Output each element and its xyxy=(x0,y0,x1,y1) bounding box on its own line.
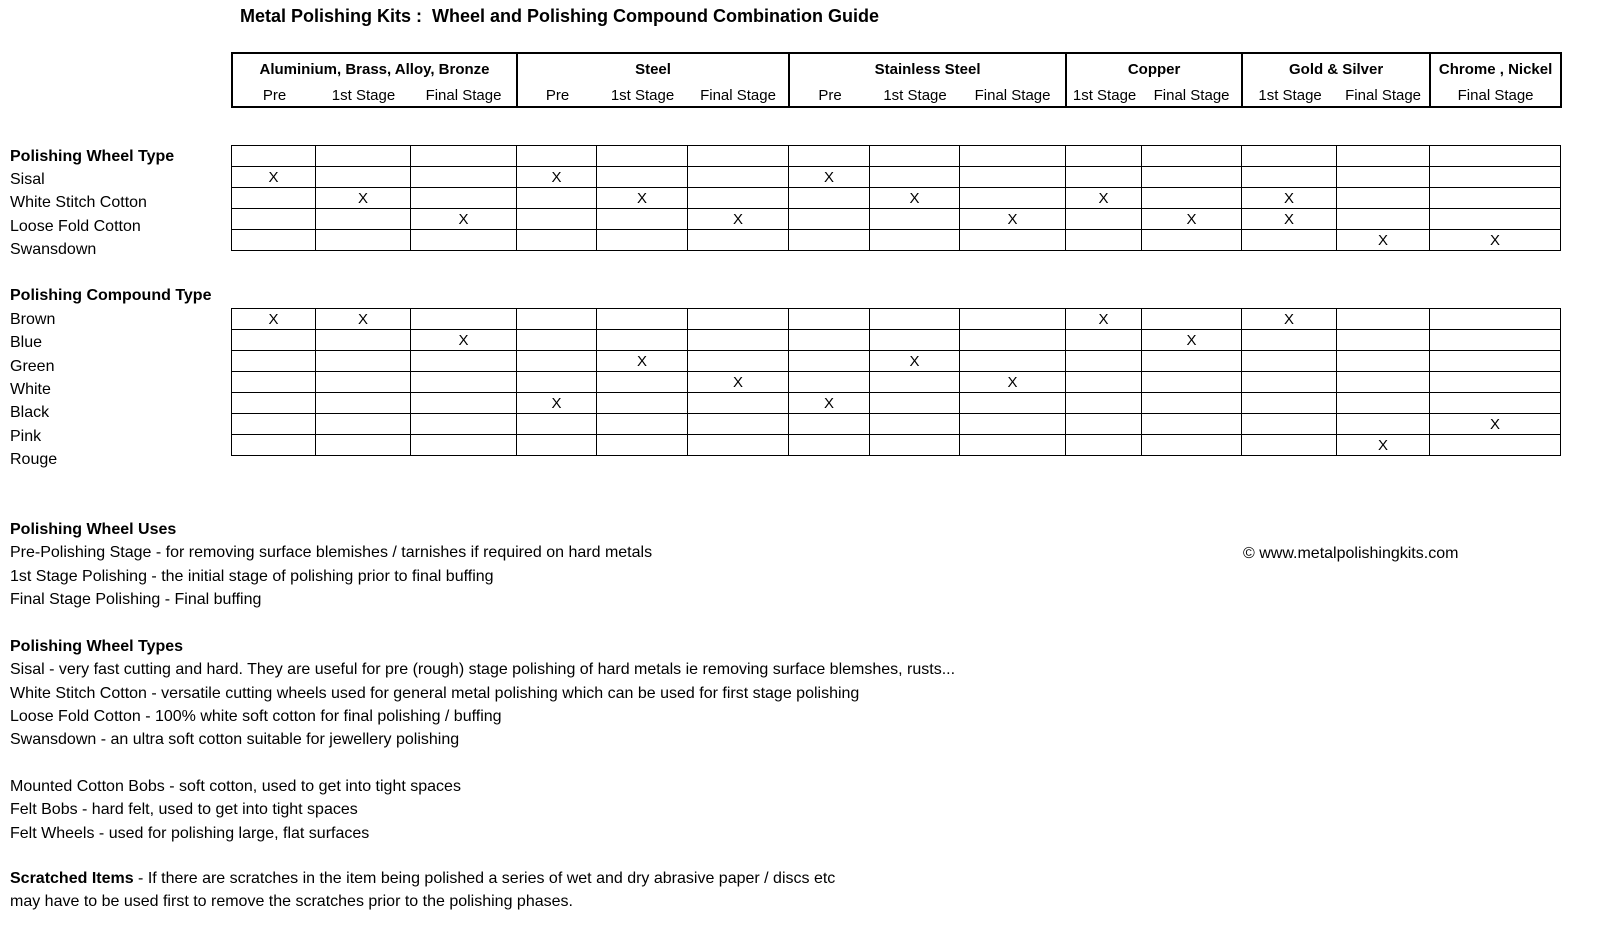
metal-header: Stainless Steel xyxy=(789,53,1066,80)
grid-cell xyxy=(688,167,789,188)
grid-cell xyxy=(1242,146,1337,167)
grid-cell xyxy=(870,435,960,456)
grid-cell xyxy=(688,309,789,330)
grid-cell: X xyxy=(1066,309,1142,330)
grid-cell: X xyxy=(1430,414,1561,435)
grid-cell xyxy=(316,209,411,230)
grid-cell xyxy=(517,372,597,393)
grid-cell xyxy=(517,146,597,167)
grid-cell xyxy=(789,309,870,330)
grid-cell xyxy=(411,167,517,188)
wheel-use-line: Final Stage Polishing - Final buffing xyxy=(10,590,262,608)
grid-cell xyxy=(688,351,789,372)
grid-cell xyxy=(960,167,1066,188)
grid-cell xyxy=(517,209,597,230)
grid-cell xyxy=(960,435,1066,456)
grid-row xyxy=(232,393,1561,414)
grid-cell xyxy=(960,188,1066,209)
grid-cell xyxy=(597,435,688,456)
grid-cell: X xyxy=(597,188,688,209)
wheel-uses-block xyxy=(10,518,652,611)
grid-cell xyxy=(232,209,316,230)
grid-cell: X xyxy=(870,351,960,372)
row-label: Blue xyxy=(10,334,43,352)
grid-cell xyxy=(316,372,411,393)
grid-cell xyxy=(411,230,517,251)
wheel-types-block xyxy=(10,635,955,751)
grid-cell xyxy=(1337,309,1430,330)
grid-cell xyxy=(688,435,789,456)
grid-cell xyxy=(517,330,597,351)
grid-cell xyxy=(1066,209,1142,230)
grid-cell: X xyxy=(1142,209,1242,230)
stage-header: Final Stage xyxy=(411,80,517,107)
grid-cell xyxy=(1430,393,1561,414)
grid-cell: X xyxy=(789,393,870,414)
grid-cell xyxy=(1337,209,1430,230)
grid-cell: X xyxy=(1337,435,1430,456)
grid-cell xyxy=(1430,435,1561,456)
grid-cell xyxy=(1242,393,1337,414)
grid-cell xyxy=(517,309,597,330)
grid-cell xyxy=(870,393,960,414)
scratched-block xyxy=(10,867,835,914)
grid-cell xyxy=(960,230,1066,251)
stage-header: 1st Stage xyxy=(316,80,411,107)
grid-cell xyxy=(1430,188,1561,209)
page-title: Metal Polishing Kits : Wheel and Polishing Compound Combination Guide xyxy=(240,6,879,26)
grid-cell xyxy=(597,146,688,167)
grid-cell xyxy=(1142,309,1242,330)
stage-header: 1st Stage xyxy=(597,80,688,107)
bobs-block xyxy=(10,775,461,845)
wheel-types-heading: Polishing Wheel Types xyxy=(10,638,184,655)
grid-cell xyxy=(688,188,789,209)
grid-cell xyxy=(1242,330,1337,351)
grid-cell xyxy=(789,435,870,456)
wheel-uses-heading: Polishing Wheel Uses xyxy=(10,521,177,538)
grid-cell xyxy=(1066,372,1142,393)
grid-row xyxy=(232,330,1561,351)
grid-cell xyxy=(1337,414,1430,435)
grid-cell xyxy=(870,167,960,188)
grid-cell xyxy=(960,351,1066,372)
grid-cell xyxy=(232,414,316,435)
grid-cell xyxy=(960,146,1066,167)
wheel-type-line: Loose Fold Cotton - 100% white soft cotton for final polishing / buffing xyxy=(10,707,502,725)
grid-row xyxy=(232,435,1561,456)
grid-cell xyxy=(411,351,517,372)
stage-header-row xyxy=(232,80,1561,107)
grid-cell xyxy=(1142,372,1242,393)
grid-cell xyxy=(789,330,870,351)
grid-cell xyxy=(688,146,789,167)
grid-cell xyxy=(1242,230,1337,251)
grid-cell: X xyxy=(1242,309,1337,330)
grid-cell: X xyxy=(517,393,597,414)
grid-cell xyxy=(1142,393,1242,414)
stage-header: Final Stage xyxy=(1142,80,1242,107)
grid-cell xyxy=(597,393,688,414)
stage-header: Final Stage xyxy=(960,80,1066,107)
grid-cell xyxy=(517,351,597,372)
scratched-title: Scratched Items xyxy=(10,870,134,887)
grid-cell xyxy=(789,188,870,209)
grid-cell xyxy=(1066,167,1142,188)
grid-cell xyxy=(232,146,316,167)
stage-header: 1st Stage xyxy=(870,80,960,107)
metal-header: Steel xyxy=(517,53,789,80)
stage-header: 1st Stage xyxy=(1066,80,1142,107)
grid-cell xyxy=(517,230,597,251)
grid-cell xyxy=(1430,146,1561,167)
grid-cell xyxy=(316,414,411,435)
grid-cell xyxy=(411,372,517,393)
grid-cell xyxy=(1242,435,1337,456)
grid-cell xyxy=(597,372,688,393)
grid-row xyxy=(232,230,1561,251)
grid-cell xyxy=(1430,309,1561,330)
grid-cell xyxy=(1242,167,1337,188)
grid-cell: X xyxy=(316,188,411,209)
grid-cell xyxy=(316,330,411,351)
grid-cell: X xyxy=(789,167,870,188)
grid-cell xyxy=(960,330,1066,351)
grid-cell xyxy=(411,309,517,330)
row-label: Black xyxy=(10,404,50,422)
metal-header: Aluminium, Brass, Alloy, Bronze xyxy=(232,53,517,80)
grid-cell xyxy=(1142,414,1242,435)
grid-spacer-row xyxy=(232,146,1561,167)
grid-cell xyxy=(1430,351,1561,372)
grid-cell xyxy=(411,188,517,209)
grid-cell xyxy=(1337,372,1430,393)
grid-cell xyxy=(232,435,316,456)
grid-cell xyxy=(870,372,960,393)
grid-cell xyxy=(316,146,411,167)
grid-cell xyxy=(789,414,870,435)
grid-cell: X xyxy=(1242,209,1337,230)
row-label: Brown xyxy=(10,311,56,328)
row-label: Swansdown xyxy=(10,240,97,258)
grid-cell xyxy=(870,414,960,435)
wheel-use-line: 1st Stage Polishing - the initial stage of polishing prior to final buffing xyxy=(10,567,494,585)
grid-cell xyxy=(597,167,688,188)
grid-cell xyxy=(960,414,1066,435)
grid-cell xyxy=(960,309,1066,330)
grid-cell xyxy=(960,393,1066,414)
grid-cell xyxy=(1337,393,1430,414)
stage-header: Final Stage xyxy=(688,80,789,107)
metal-stage-header xyxy=(231,52,1562,108)
grid-cell xyxy=(1142,146,1242,167)
metal-header: Gold & Silver xyxy=(1242,53,1430,80)
grid-cell xyxy=(1242,414,1337,435)
grid-cell: X xyxy=(597,351,688,372)
grid-cell xyxy=(232,230,316,251)
grid-cell xyxy=(1242,372,1337,393)
wheel-grid xyxy=(231,145,1561,251)
grid-cell xyxy=(316,435,411,456)
grid-cell xyxy=(517,414,597,435)
stage-header: Final Stage xyxy=(1337,80,1430,107)
grid-row xyxy=(232,209,1561,230)
grid-cell xyxy=(316,167,411,188)
grid-cell: X xyxy=(1242,188,1337,209)
wheel-type-line: Sisal - very fast cutting and hard. They are useful for pre (rough) stage polishing of hard metals ie removing surface blemshes, rusts... xyxy=(10,661,956,679)
grid-cell xyxy=(1242,351,1337,372)
compound-grid xyxy=(231,308,1561,456)
copyright-notice: © www.metalpolishingkits.com xyxy=(1243,545,1459,562)
stage-header: Pre xyxy=(789,80,870,107)
grid-cell xyxy=(870,330,960,351)
grid-cell: X xyxy=(232,309,316,330)
row-label: Sisal xyxy=(10,171,45,188)
grid-cell xyxy=(517,435,597,456)
grid-cell: X xyxy=(411,209,517,230)
grid-row xyxy=(232,414,1561,435)
grid-cell xyxy=(1142,435,1242,456)
grid-cell xyxy=(1142,188,1242,209)
grid-cell xyxy=(1337,351,1430,372)
bob-line: Felt Wheels - used for polishing large, flat surfaces xyxy=(10,824,370,842)
grid-cell xyxy=(1066,414,1142,435)
grid-cell xyxy=(1066,351,1142,372)
grid-cell xyxy=(688,330,789,351)
grid-cell xyxy=(1337,146,1430,167)
grid-cell xyxy=(688,393,789,414)
grid-cell xyxy=(688,414,789,435)
grid-cell xyxy=(232,372,316,393)
grid-cell xyxy=(597,209,688,230)
grid-cell xyxy=(870,230,960,251)
metal-header-row xyxy=(232,53,1561,80)
grid-cell: X xyxy=(316,309,411,330)
grid-cell xyxy=(1430,330,1561,351)
row-label: Green xyxy=(10,357,55,375)
stage-header: Final Stage xyxy=(1430,80,1561,107)
bob-line: Felt Bobs - hard felt, used to get into tight spaces xyxy=(10,801,358,819)
metal-header: Chrome , Nickel xyxy=(1430,53,1561,80)
metal-header: Copper xyxy=(1066,53,1242,80)
stage-header: Pre xyxy=(232,80,316,107)
row-label: White xyxy=(10,380,51,398)
grid-cell xyxy=(232,330,316,351)
grid-cell xyxy=(1337,330,1430,351)
stage-header: Pre xyxy=(517,80,597,107)
grid-cell xyxy=(1337,167,1430,188)
scratched-line-2: may have to be used first to remove the scratches prior to the polishing phases. xyxy=(10,893,573,911)
row-label: Rouge xyxy=(10,450,58,468)
grid-cell: X xyxy=(1430,230,1561,251)
grid-cell xyxy=(789,209,870,230)
grid-cell xyxy=(1066,393,1142,414)
wheel-use-line: Pre-Polishing Stage - for removing surface blemishes / tarnishes if required on hard metals xyxy=(10,544,653,562)
grid-cell: X xyxy=(1066,188,1142,209)
wheel-type-line: Swansdown - an ultra soft cotton suitable for jewellery polishing xyxy=(10,731,460,749)
grid-cell: X xyxy=(960,372,1066,393)
grid-cell: X xyxy=(517,167,597,188)
grid-cell xyxy=(1066,230,1142,251)
grid-cell xyxy=(789,372,870,393)
grid-cell xyxy=(411,393,517,414)
grid-cell xyxy=(1142,167,1242,188)
row-label: Loose Fold Cotton xyxy=(10,217,141,235)
grid-cell xyxy=(1430,372,1561,393)
grid-cell xyxy=(597,309,688,330)
grid-cell xyxy=(597,330,688,351)
grid-cell xyxy=(232,393,316,414)
grid-cell xyxy=(1142,351,1242,372)
grid-cell xyxy=(870,146,960,167)
grid-row xyxy=(232,167,1561,188)
grid-cell xyxy=(316,230,411,251)
row-label: Pink xyxy=(10,427,42,445)
grid-cell xyxy=(411,146,517,167)
grid-cell xyxy=(1430,209,1561,230)
grid-cell xyxy=(517,188,597,209)
grid-cell xyxy=(1066,330,1142,351)
grid-row xyxy=(232,188,1561,209)
grid-row xyxy=(232,372,1561,393)
compound-section-heading: Polishing Compound Type xyxy=(10,287,212,304)
bob-line: Mounted Cotton Bobs - soft cotton, used to get into tight spaces xyxy=(10,778,461,795)
grid-cell: X xyxy=(1142,330,1242,351)
grid-cell: X xyxy=(960,209,1066,230)
grid-cell xyxy=(789,230,870,251)
grid-cell xyxy=(411,435,517,456)
grid-cell: X xyxy=(232,167,316,188)
grid-cell: X xyxy=(411,330,517,351)
grid-cell xyxy=(411,414,517,435)
grid-cell xyxy=(870,309,960,330)
scratched-text: - If there are scratches in the item being polished a series of wet and dry abrasive paper / discs etc xyxy=(133,870,836,887)
grid-cell xyxy=(789,351,870,372)
grid-cell xyxy=(1066,435,1142,456)
row-label: White Stitch Cotton xyxy=(10,194,147,212)
grid-cell xyxy=(1142,230,1242,251)
grid-cell: X xyxy=(870,188,960,209)
grid-cell xyxy=(1066,146,1142,167)
stage-header: 1st Stage xyxy=(1242,80,1337,107)
grid-cell xyxy=(870,209,960,230)
grid-row xyxy=(232,351,1561,372)
wheel-type-line: White Stitch Cotton - versatile cutting wheels used for general metal polishing which can be used for first stage polishing xyxy=(10,684,860,702)
grid-cell: X xyxy=(688,209,789,230)
grid-cell xyxy=(688,230,789,251)
grid-cell xyxy=(1337,188,1430,209)
scratched-line-1 xyxy=(10,867,835,890)
wheel-section-heading: Polishing Wheel Type xyxy=(10,148,175,165)
grid-cell xyxy=(1430,167,1561,188)
grid-cell xyxy=(316,393,411,414)
grid-cell xyxy=(232,351,316,372)
grid-cell xyxy=(232,188,316,209)
grid-cell: X xyxy=(688,372,789,393)
grid-cell xyxy=(597,414,688,435)
grid-cell: X xyxy=(1337,230,1430,251)
grid-cell xyxy=(316,351,411,372)
grid-row xyxy=(232,309,1561,330)
grid-cell xyxy=(789,146,870,167)
grid-cell xyxy=(597,230,688,251)
